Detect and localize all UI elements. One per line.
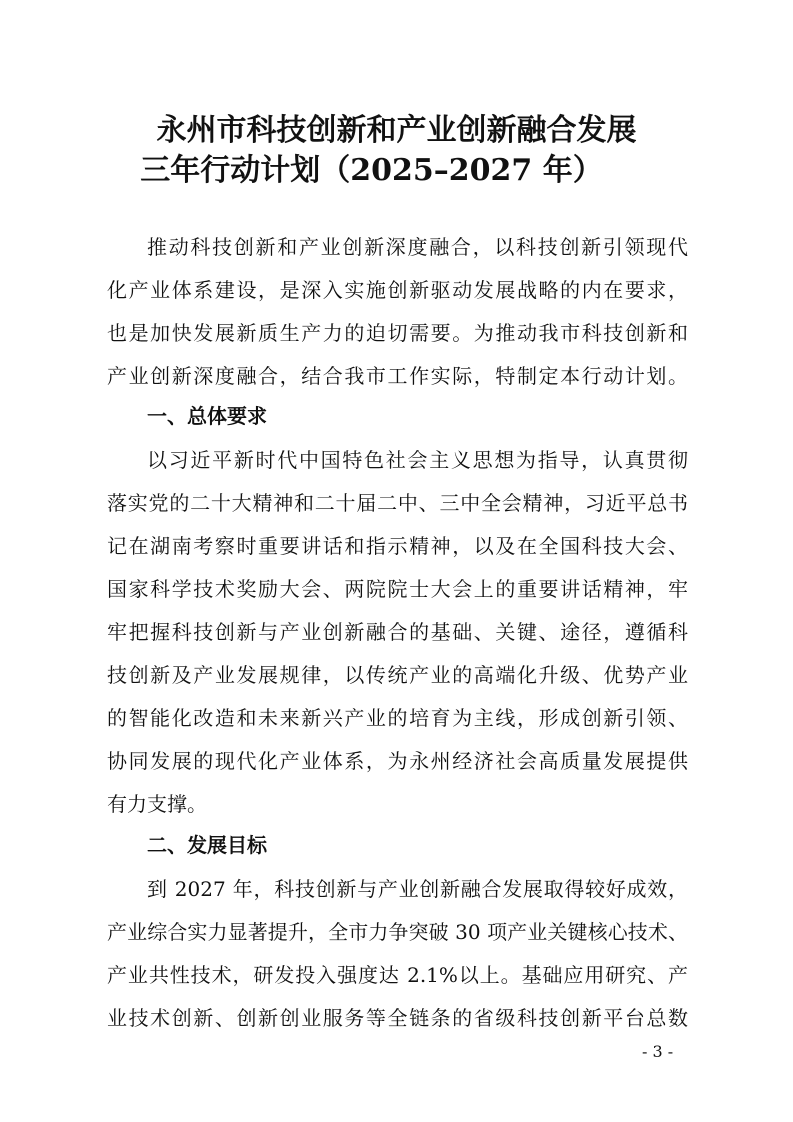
- page-number: - 3 -: [642, 1042, 674, 1061]
- paragraph-line: 产业综合实力显著提升，全市力争突破 30 项产业关键核心技术、: [107, 920, 688, 944]
- paragraph-line: 以习近平新时代中国特色社会主义思想为指导，认真贯彻: [147, 448, 688, 472]
- paragraph-line: 记在湖南考察时重要讲话和指示精神，以及在全国科技大会、: [107, 534, 688, 558]
- paragraph-line: 协同发展的现代化产业体系，为永州经济社会高质量发展提供: [107, 749, 688, 773]
- paragraph-line: 化产业体系建设，是深入实施创新驱动发展战略的内在要求，: [107, 278, 688, 302]
- paragraph-line: 业技术创新、创新创业服务等全链条的省级科技创新平台总数: [107, 1006, 688, 1030]
- document-title-line-2: 三年行动计划（2025–2027 年）: [140, 153, 603, 188]
- paragraph-line: 也是加快发展新质生产力的迫切需要。为推动我市科技创新和: [107, 321, 688, 345]
- paragraph-line: 产业创新深度融合，结合我市工作实际，特制定本行动计划。: [107, 364, 688, 388]
- paragraph-line: 牢把握科技创新与产业创新融合的基础、关键、途径，遵循科: [107, 620, 688, 644]
- section-heading-general-requirements: 一、总体要求: [147, 404, 267, 428]
- document-title-line-1: 永州市科技创新和产业创新融合发展: [156, 113, 637, 148]
- paragraph-line: 落实党的二十大精神和二十届二中、三中全会精神，习近平总书: [107, 491, 688, 515]
- paragraph-line: 国家科学技术奖励大会、两院院士大会上的重要讲话精神，牢: [107, 577, 688, 601]
- paragraph-line: 技创新及产业发展规律，以传统产业的高端化升级、优势产业: [107, 663, 688, 687]
- paragraph-line: 推动科技创新和产业创新深度融合，以科技创新引领现代: [147, 235, 688, 259]
- paragraph-line: 的智能化改造和未来新兴产业的培育为主线，形成创新引领、: [107, 706, 688, 730]
- section-heading-development-goals: 二、发展目标: [147, 833, 267, 857]
- paragraph-line: 到 2027 年，科技创新与产业创新融合发展取得较好成效，: [147, 877, 688, 901]
- paragraph-line: 有力支撑。: [107, 792, 207, 816]
- paragraph-line: 产业共性技术，研发投入强度达 2.1%以上。基础应用研究、产: [107, 963, 688, 987]
